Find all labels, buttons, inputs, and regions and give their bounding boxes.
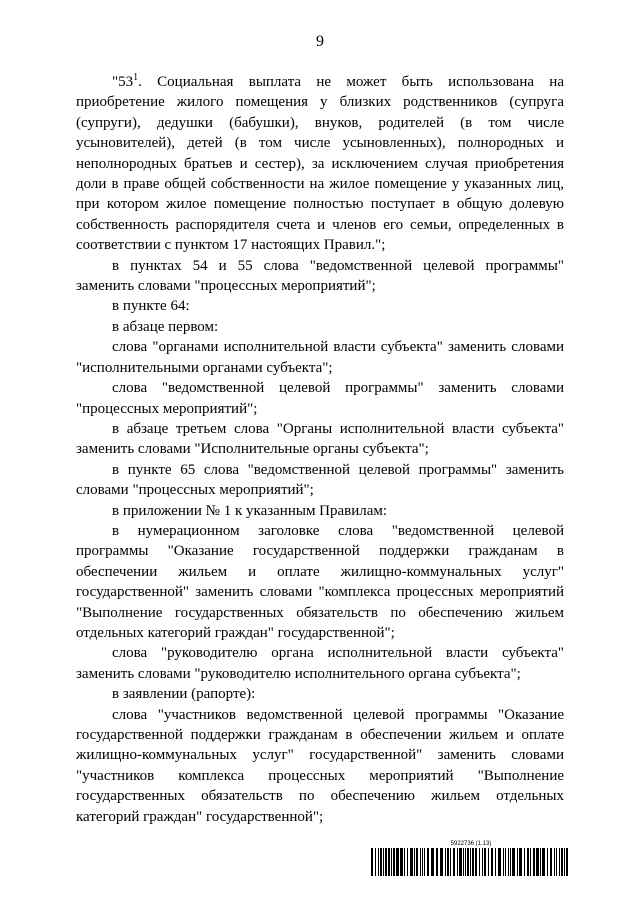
barcode-bar — [447, 848, 449, 876]
barcode-bar — [503, 848, 504, 876]
paragraph-prefix: "53 — [112, 74, 134, 90]
barcode-bar — [467, 848, 469, 876]
barcode-bar — [422, 848, 423, 876]
barcode-bar — [495, 848, 496, 876]
barcode-bar — [427, 848, 429, 876]
barcode-bar — [540, 848, 541, 876]
document-code: 5922736 (1.13) — [450, 841, 492, 847]
barcode-bar — [556, 848, 557, 876]
barcode-bar — [566, 848, 568, 876]
paragraph-application: в заявлении (рапорте): — [112, 686, 256, 703]
barcode-bar — [484, 848, 486, 876]
barcode-bar — [375, 848, 376, 876]
barcode-bar — [547, 848, 548, 876]
barcode-bar — [453, 848, 455, 876]
barcode-bar — [436, 848, 438, 876]
barcode-bar — [505, 848, 506, 876]
barcode-bar — [561, 848, 563, 876]
barcode-bar — [385, 848, 387, 876]
barcode-bar — [457, 848, 458, 876]
page-number: 9 — [316, 33, 324, 50]
paragraph-point-64: в пункте 64: — [112, 298, 190, 315]
paragraph-appendix-1: в приложении № 1 к указанным Правилам: — [112, 502, 388, 519]
paragraph-53-1 — [76, 72, 564, 256]
barcode-bar — [479, 848, 480, 876]
paragraph-replace-program: слова "ведомственной целевой программы" заменить словами "процессных мероприятий"; — [76, 380, 564, 417]
barcode-bar — [391, 848, 392, 876]
barcode-bar — [530, 848, 531, 876]
barcode-bar — [410, 848, 413, 876]
barcode-bar — [550, 848, 552, 876]
barcode-bar — [371, 848, 373, 876]
paragraph-numbered-header: в нумерационном заголовке слова "ведомственной целевой программы "Оказание государственной поддержки гражданам в обеспечении жильем и оплате жилищно-коммунальных услуг" государственной" заменить словами "комплекса процессных мероприятий "Выполнение государственных обязательств по обеспечению жильем отдельных категорий граждан" государственной"; — [76, 522, 564, 641]
barcode-bar — [383, 848, 384, 876]
barcode-bar — [524, 848, 525, 876]
barcode-bar — [472, 848, 474, 876]
barcode-bar — [445, 848, 446, 876]
barcode-bar — [491, 848, 493, 876]
paragraph-head-replace: слова "руководителю органа исполнительной власти субъекта" заменить словами "руководителю исполнительного органа субъекта"; — [76, 645, 564, 682]
barcode-bar — [482, 848, 483, 876]
paragraph-participants-replace: слова "участников ведомственной целевой программы "Оказание государственной поддержки гражданам в обеспечении жильем и оплате жилищно-коммунальных услуг" государственной" заменить словами "участников комплекса процессных мероприятий "Выполнение государственных обязательств по обеспечению жильем отдельных категорий граждан" государственной"; — [76, 706, 564, 825]
paragraph-third-clause: в абзаце третьем слова "Органы исполнительной власти субъекта" заменить словами "Исполнительные органы субъекта"; — [76, 420, 564, 458]
barcode-bar — [498, 848, 501, 876]
barcode-bar — [404, 848, 405, 876]
barcode-bar — [440, 848, 443, 876]
paragraph-points-54-55: в пунктах 54 и 55 слова "ведомственной целевой программы" заменить словами "процессных мероприятий"; — [76, 257, 564, 295]
barcode-bar — [431, 848, 434, 876]
barcode-bar — [475, 848, 477, 876]
barcode-bar — [407, 848, 408, 876]
barcode-bar — [459, 848, 462, 876]
barcode-bar — [414, 848, 415, 876]
barcode-bar — [380, 848, 382, 876]
barcode-bar — [450, 848, 451, 876]
superscript-index: 1 — [133, 72, 139, 83]
barcode-bar — [519, 848, 522, 876]
paragraph-replace-executive-bodies: слова "органами исполнительной власти субъекта" заменить словами "исполнительными органами субъекта"; — [76, 339, 564, 376]
barcode-bar — [554, 848, 555, 876]
barcode-bar — [463, 848, 464, 876]
barcode-bar — [510, 848, 511, 876]
barcode-bar — [559, 848, 560, 876]
barcode-bar — [536, 848, 539, 876]
paragraph-first-clause: в абзаце первом: — [112, 318, 219, 335]
paragraph-point-65: в пункте 65 слова "ведомственной целевой программы" заменить словами "процессных мероприятий"; — [76, 461, 564, 499]
barcode-bar — [400, 848, 403, 876]
barcode-bar — [470, 848, 471, 876]
barcode-bar — [488, 848, 489, 876]
barcode-image — [371, 848, 571, 876]
barcode-bar — [533, 848, 535, 876]
barcode-bar — [465, 848, 466, 876]
barcode-bar — [396, 848, 399, 876]
paragraph-text: . Социальная выплата не может быть использована на приобретение жилого помещения у близких родственников (супруга (супруги), дедушки (бабушки), внуков, родителей (в том числе усыновителей), детей (в том числе усыновленных), полнородных и неполнородных братьев и сестер), за исключением случая приобретения доли в праве общей собственности на жилое помещение у указанных лиц, при котором жилое помещение полностью поступает в общую долевую собственность распорядителя счета и членов его семьи, определенных в соответствии с пунктом 17 настоящих Правил."; — [76, 74, 564, 254]
barcode-bar — [542, 848, 545, 876]
barcode-bar — [416, 848, 418, 876]
barcode-bar — [388, 848, 390, 876]
barcode-bar — [508, 848, 509, 876]
barcode-bar — [420, 848, 421, 876]
barcode-bar — [517, 848, 518, 876]
document-body — [76, 72, 564, 827]
barcode-bar — [512, 848, 515, 876]
barcode-bar — [378, 848, 379, 876]
barcode-bar — [564, 848, 565, 876]
barcode-bar — [527, 848, 529, 876]
barcode-bar — [393, 848, 395, 876]
barcode-bar — [424, 848, 425, 876]
document-barcode-block — [371, 841, 571, 876]
